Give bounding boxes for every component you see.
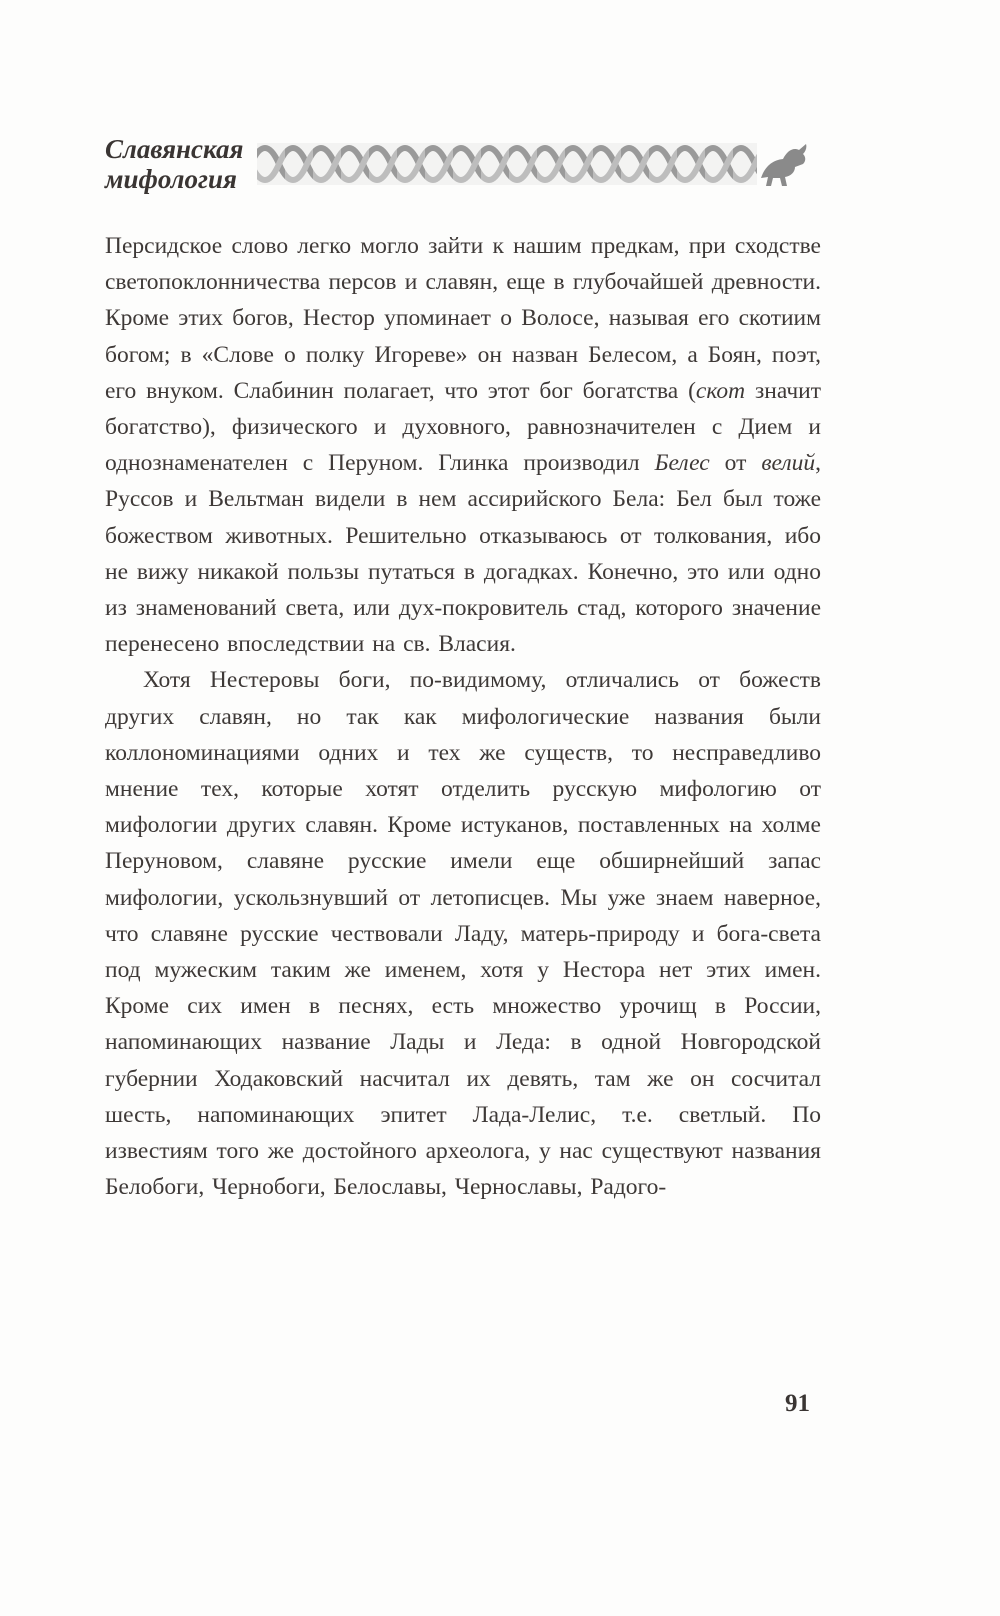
paragraph	[105, 662, 821, 1205]
italic-text-run: Белес	[654, 450, 710, 477]
book-title-line1: Славянская	[105, 134, 244, 164]
text-run: Персидское слово легко могло зайти к нашим предкам, при сходстве светопоклонничества персов и славян, еще в глубочайшей древности. Кроме этих богов, Нестор упоминает о Волосе, называя его скотиим богом; в «Слове о полку Игореве» он назван Белесом, а Боян, поэт, его внуком. Слабинин полагает, что этот бог богатства (	[105, 233, 821, 404]
horse-icon	[761, 144, 806, 186]
text-run: от	[709, 450, 762, 477]
page-body	[105, 228, 821, 1205]
text-run: , Руссов и Вельтман видели в нем ассирийского Бела: Бел был тоже божеством животных. Решительно отказываюсь от толкования, ибо не вижу никакой пользы путаться в догадках. Конечно, это или одно из знаменований света, или дух-покровитель стад, которого значение перенесено впоследствии на св. Власия.	[105, 450, 821, 658]
text-run: значит богатство), физического и духовного, равнозначителен с Дием и однознаменателен с Перуном. Глинка производил	[105, 377, 822, 477]
page-number: 91	[785, 1390, 810, 1417]
italic-text-run: скот	[695, 377, 746, 404]
book-title-line2: мифология	[105, 164, 237, 194]
page-header	[105, 134, 817, 194]
paragraph	[105, 228, 821, 662]
book-title	[105, 134, 243, 194]
braid-ornament-graphic	[257, 140, 817, 188]
braid-ornament	[257, 140, 817, 188]
italic-text-run: велий	[761, 450, 816, 477]
text-run: Хотя Нестеровы боги, по-видимому, отличались от божеств других славян, но так как мифологические названия были коллономинациями одних и тех же существ, то несправедливо мнение тех, которые хотят отделить русскую мифологию от мифологии других славян. Кроме истуканов, поставленных на холме Перуновом, славяне русские имели еще обширнейший запас мифологии, ускользнувший от летописцев. Мы уже знаем наверное, что славяне русские чествовали Ладу, матерь-природу и бога-света под мужеским таким же именем, хотя у Нестора нет этих имен. Кроме сих имен в песнях, есть множество урочищ в России, напоминающих название Лады и Леда: в одной Новгородской губернии Ходаковский насчитал их девять, там же он сосчитал шесть, напоминающих эпитет Лада-Лелис, т.е. светлый. По известиям того же достойного археолога, у нас существуют названия Белобоги, Чернобоги, Белославы, Чернославы, Радого-	[105, 667, 821, 1201]
